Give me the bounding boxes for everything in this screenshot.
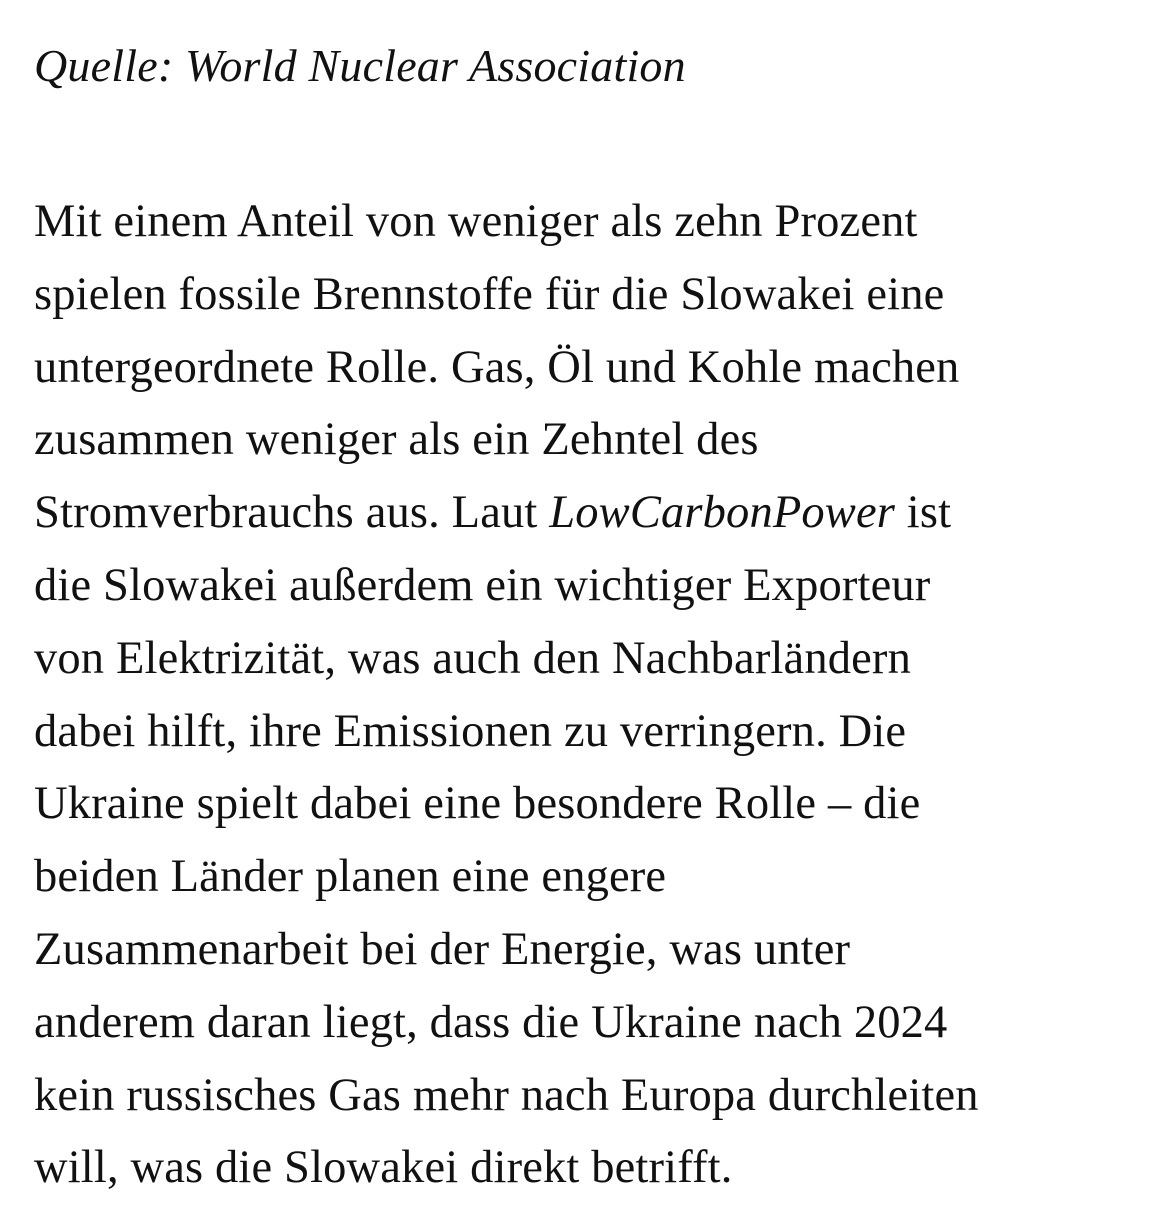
paragraph-line — [34, 259, 1124, 332]
paragraph-line — [34, 841, 1124, 914]
line-text: Ukraine spielt dabei eine besondere Rolle – die — [34, 778, 921, 830]
paragraph-line — [34, 987, 1124, 1060]
line-text: zusammen weniger als ein Zehntel des — [34, 414, 759, 466]
line-text: spielen fossile Brennstoffe für die Slowakei eine — [34, 268, 945, 320]
paragraph-line — [34, 623, 1124, 696]
lowcarbonpower-source-name: LowCarbonPower — [549, 487, 896, 539]
line-text: Zusammenarbeit bei der Energie, was unter — [34, 923, 851, 975]
line-text: Stromverbrauchs aus. Laut — [34, 487, 550, 539]
paragraph-line — [34, 332, 1124, 405]
line-text: kein russisches Gas mehr nach Europa durchleiten — [34, 1069, 979, 1121]
line-text: Mit einem Anteil von weniger als zehn Prozent — [34, 196, 918, 247]
paragraph-line — [34, 768, 1124, 841]
article-paragraph — [34, 186, 1124, 1205]
line-text: untergeordnete Rolle. Gas, Öl und Kohle machen — [34, 341, 960, 393]
article-content — [34, 30, 1124, 1205]
line-text: von Elektrizität, was auch den Nachbarländern — [34, 632, 911, 684]
paragraph-line — [34, 914, 1124, 987]
paragraph-line — [34, 550, 1124, 623]
line-text: anderem daran liegt, dass die Ukraine nach 2024 — [34, 996, 948, 1048]
line-text: die Slowakei außerdem ein wichtiger Exporteur — [34, 559, 931, 611]
paragraph-line — [34, 1132, 1124, 1205]
line-text: dabei hilft, ihre Emissionen zu verringern. Die — [34, 705, 907, 757]
paragraph-line — [34, 404, 1124, 477]
line-text: beiden Länder planen eine engere — [34, 851, 667, 903]
paragraph-line — [34, 696, 1124, 769]
paragraph-line — [34, 1060, 1124, 1133]
line-text: ist — [895, 487, 952, 539]
paragraph-line — [34, 186, 1124, 259]
source-caption — [34, 30, 1124, 102]
line-text: will, was die Slowakei direkt betrifft. — [34, 1142, 733, 1194]
paragraph-line — [34, 477, 1124, 550]
source-text: Quelle: World Nuclear Association — [34, 40, 686, 91]
